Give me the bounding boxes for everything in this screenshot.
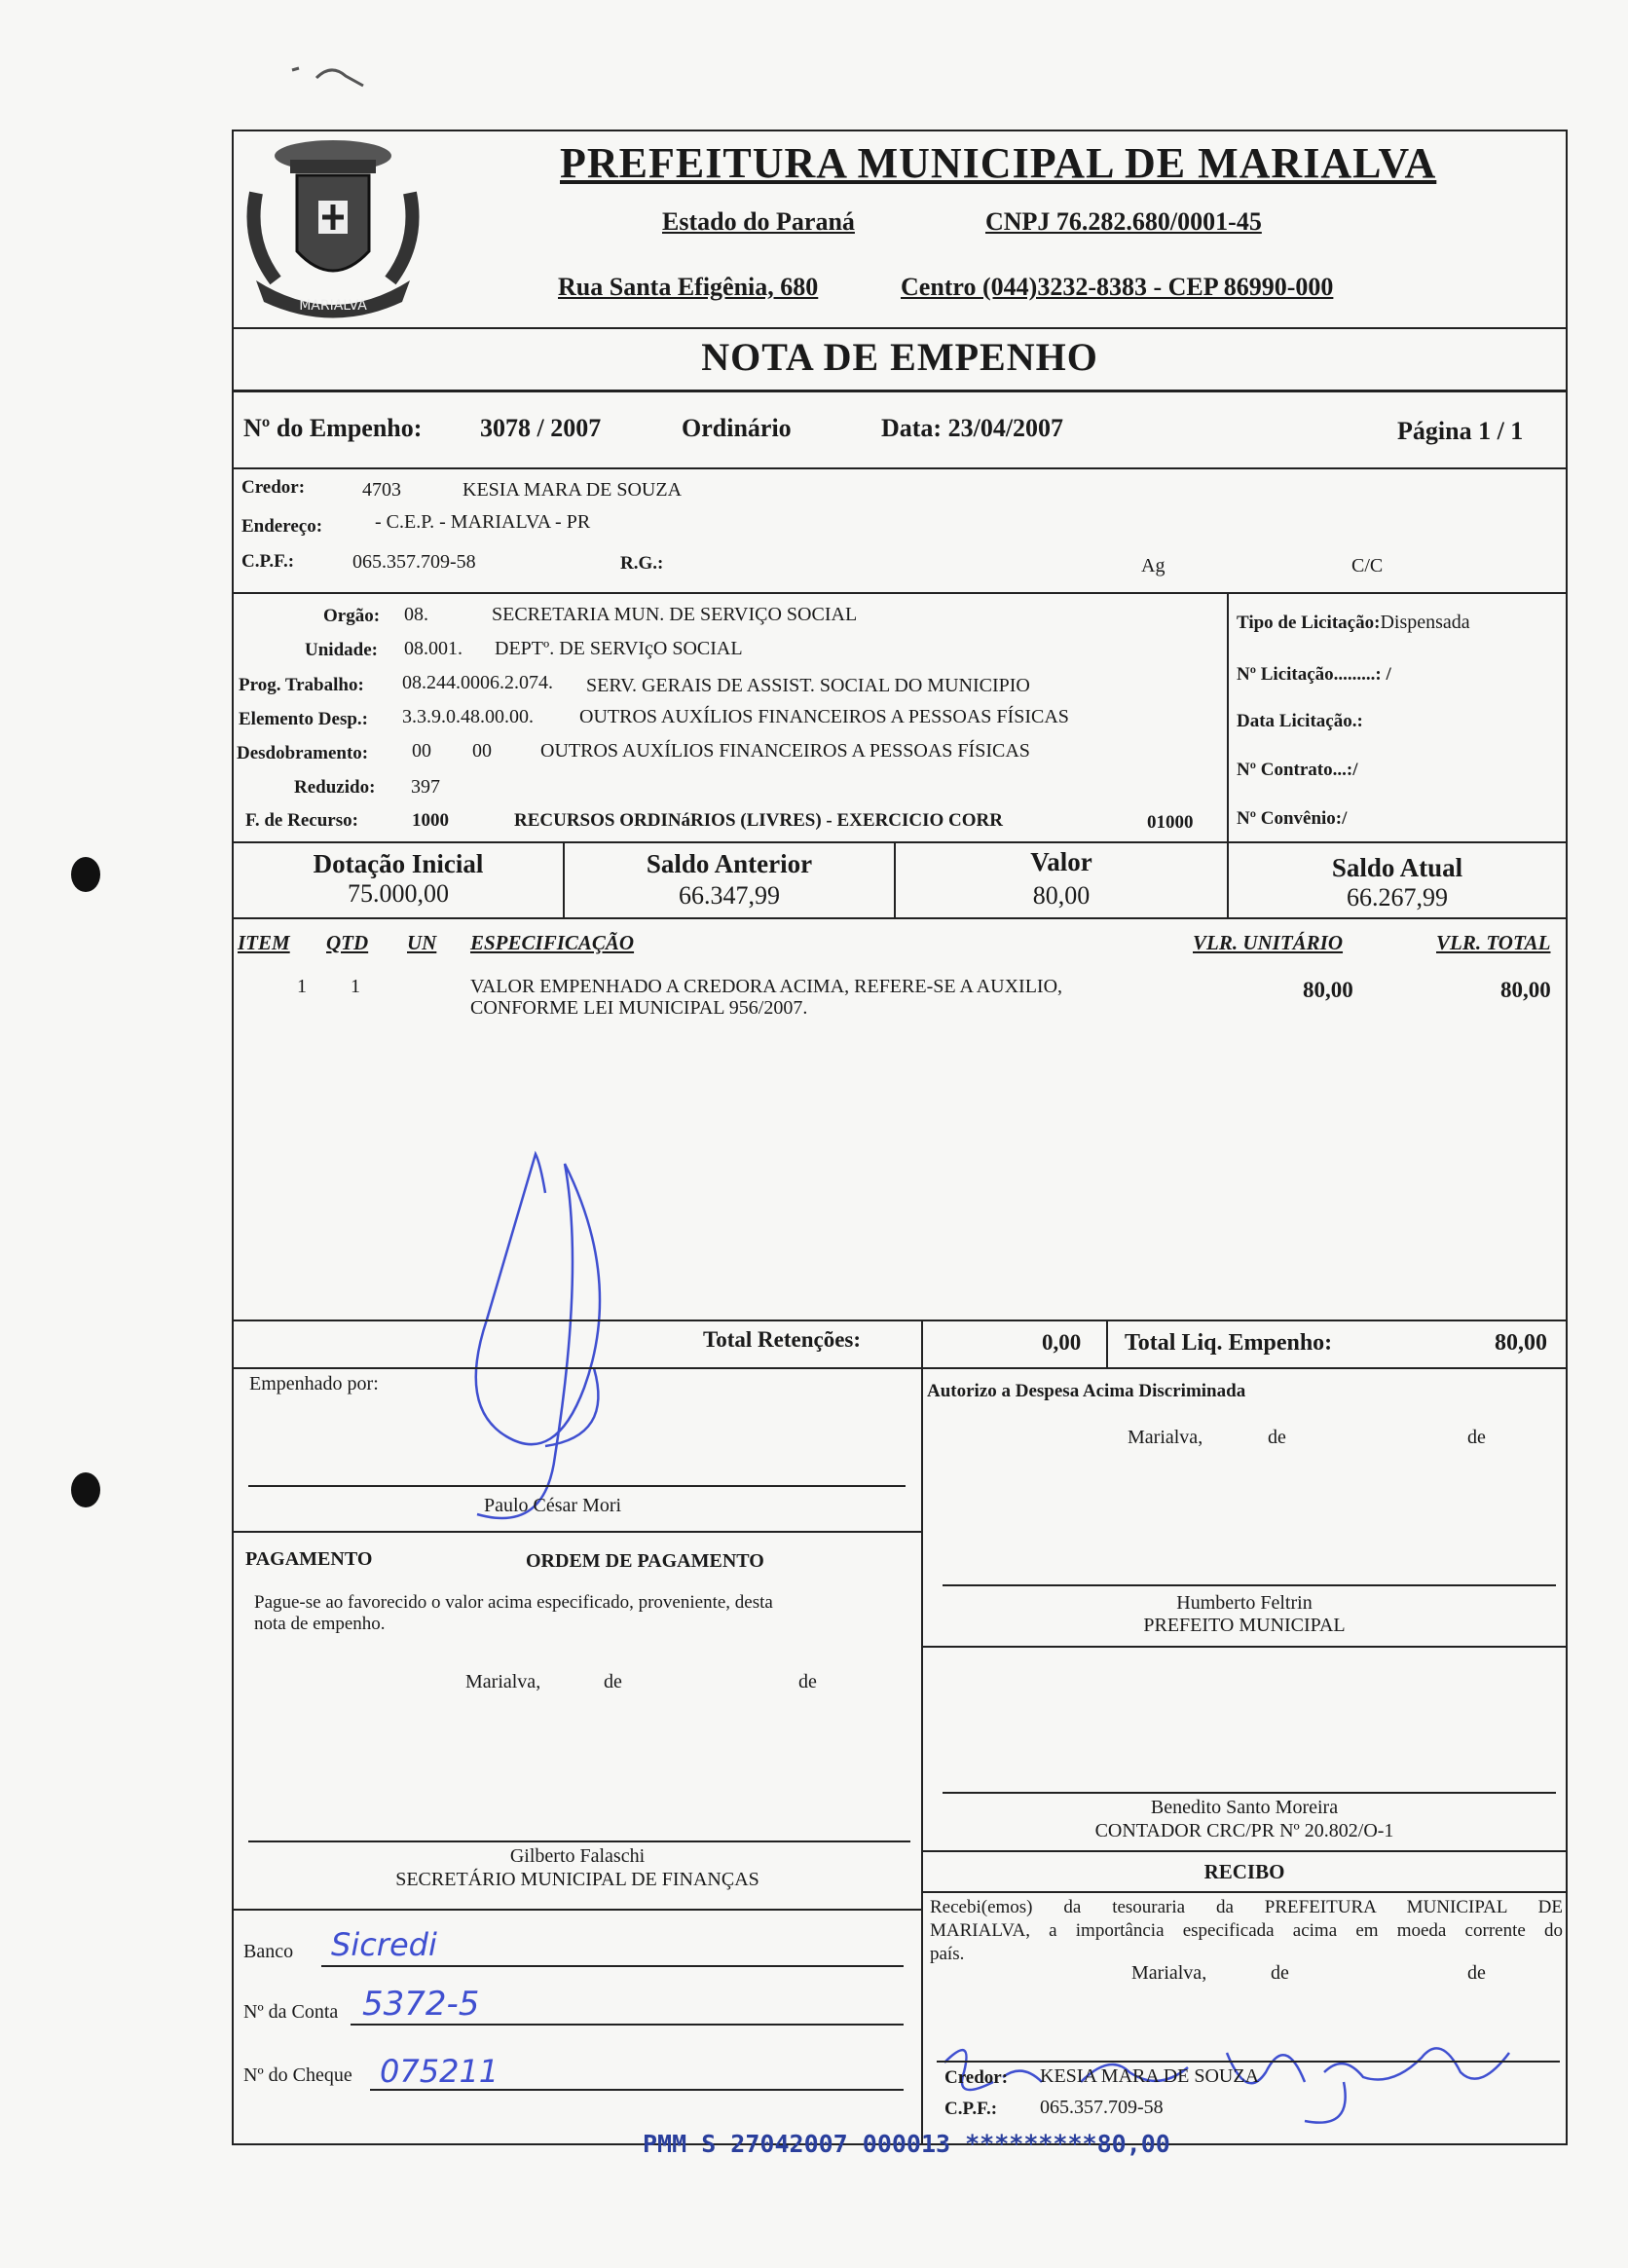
header-address: Rua Santa Efigênia, 680 <box>558 273 819 301</box>
ag-label: Ag <box>1141 555 1166 576</box>
orgao-value: SECRETARIA MUN. DE SERVIÇO SOCIAL <box>492 604 858 625</box>
col-vlr-unitario: VLR. UNITÁRIO <box>1193 931 1344 954</box>
item-desc-line1: VALOR EMPENHADO A CREDORA ACIMA, REFERE-SE A AUXILIO, <box>470 976 1063 997</box>
saldo-anterior-value: 66.347,99 <box>679 881 780 910</box>
banco-label: Banco <box>243 1941 294 1962</box>
credor-code: 4703 <box>362 479 401 501</box>
cashier-stamp: PMM S 27042007 000013 *********80,00 <box>643 2130 1170 2158</box>
saldo-atual-value: 66.267,99 <box>1347 883 1448 911</box>
endereco-value: - C.E.P. - MARIALVA - PR <box>375 511 591 533</box>
dotacao-inicial-value: 75.000,00 <box>348 879 449 908</box>
conta-label: Nº da Conta <box>243 2001 339 2023</box>
pagamento-place: Marialva, <box>465 1671 541 1692</box>
empenho-page: Página 1 / 1 <box>1397 417 1524 445</box>
recibo-credor-label: Credor: <box>944 2067 1009 2088</box>
col-vlr-total: VLR. TOTAL <box>1436 931 1551 954</box>
empenhado-por-label: Empenhado por: <box>249 1373 379 1394</box>
item-desc-line2: CONFORME LEI MUNICIPAL 956/2007. <box>470 997 808 1019</box>
conta-value: 5372-5 <box>362 1985 480 2024</box>
recibo-label: RECIBO <box>1203 1860 1285 1883</box>
desdobramento-code1: 00 <box>412 740 431 762</box>
recibo-cpf-label: C.P.F.: <box>944 2099 998 2119</box>
recibo-de1: de <box>1271 1962 1289 1984</box>
empenho-date: Data: 23/04/2007 <box>881 414 1064 442</box>
col-un: UN <box>407 931 437 954</box>
reduzido-value: 397 <box>411 776 440 798</box>
unidade-value: DEPTº. DE SERVIçO SOCIAL <box>495 638 743 659</box>
licitacao-numero: Nº Licitação.........: / <box>1237 664 1391 685</box>
item-qtd: 1 <box>351 976 360 997</box>
prog-value: SERV. GERAIS DE ASSIST. SOCIAL DO MUNICIPIO <box>586 675 1030 696</box>
ordem-pagamento-label: ORDEM DE PAGAMENTO <box>526 1550 764 1572</box>
total-retencoes-label: Total Retenções: <box>703 1327 862 1352</box>
recibo-credor-value: KESIA MARA DE SOUZA <box>1040 2065 1260 2087</box>
orgao-label: Orgão: <box>323 606 381 626</box>
total-liq-label: Total Liq. Empenho: <box>1125 1330 1333 1356</box>
recibo-text-line3: país. <box>930 1944 965 1964</box>
empenho-number-label: Nº do Empenho: <box>243 414 423 442</box>
cpf-value: 065.357.709-58 <box>352 551 476 573</box>
empenhado-signer: Paulo César Mori <box>484 1495 622 1516</box>
prog-label: Prog. Trabalho: <box>239 675 364 695</box>
col-especificacao: ESPECIFICAÇÃO <box>470 931 635 954</box>
header-district-phone: Centro (044)3232-8383 - CEP 86990-000 <box>901 273 1334 301</box>
secretario-role: SECRETÁRIO MUNICIPAL DE FINANÇAS <box>395 1869 759 1890</box>
recibo-de2: de <box>1467 1962 1486 1984</box>
recibo-place: Marialva, <box>1131 1962 1207 1984</box>
elemento-value: OUTROS AUXÍLIOS FINANCEIROS A PESSOAS FÍSICAS <box>579 706 1069 727</box>
reduzido-label: Reduzido: <box>294 777 376 798</box>
valor-label: Valor <box>1030 847 1092 876</box>
contador-name: Benedito Santo Moreira <box>1150 1797 1339 1818</box>
secretario-name: Gilberto Falaschi <box>509 1845 646 1867</box>
empenho-type: Ordinário <box>682 414 792 442</box>
recurso-code2: 01000 <box>1147 812 1194 833</box>
pagamento-label: PAGAMENTO <box>245 1548 373 1570</box>
recibo-cpf-value: 065.357.709-58 <box>1040 2097 1164 2118</box>
scan-mark-top <box>287 58 375 88</box>
prog-code: 08.244.0006.2.074. <box>402 672 553 693</box>
empenho-number: 3078 / 2007 <box>480 414 602 442</box>
cheque-value: 075211 <box>380 2053 500 2090</box>
desdobramento-label: Desdobramento: <box>237 743 369 763</box>
doc-title: NOTA DE EMPENHO <box>701 335 1098 379</box>
unidade-code: 08.001. <box>404 638 462 659</box>
licitacao-tipo: Dispensada <box>1380 612 1470 633</box>
cc-label: C/C <box>1351 555 1384 576</box>
dotacao-inicial-label: Dotação Inicial <box>313 849 484 878</box>
header-state: Estado do Paraná <box>662 207 855 236</box>
prefeito-role: PREFEITO MUNICIPAL <box>1143 1615 1346 1636</box>
autorizo-place: Marialva, <box>1128 1427 1203 1448</box>
recurso-code: 1000 <box>412 810 449 831</box>
municipal-coat-of-arms <box>237 134 429 329</box>
recurso-value: RECURSOS ORDINáRIOS (LIVRES) - EXERCICIO CORR <box>514 810 1003 831</box>
licitacao-tipo-label: Tipo de Licitação:Dispensada <box>1237 612 1470 633</box>
contador-role: CONTADOR CRC/PR Nº 20.802/O-1 <box>1094 1820 1394 1841</box>
desdobramento-value: OUTROS AUXÍLIOS FINANCEIROS A PESSOAS FÍSICAS <box>540 740 1030 762</box>
punch-hole-top <box>71 857 100 892</box>
pagamento-de2: de <box>798 1671 817 1692</box>
header-cnpj: CNPJ 76.282.680/0001-45 <box>985 207 1262 236</box>
saldo-anterior-label: Saldo Anterior <box>646 849 813 878</box>
saldo-atual-label: Saldo Atual <box>1331 853 1463 882</box>
total-liq-value: 80,00 <box>1495 1330 1547 1356</box>
item-total-value: 80,00 <box>1500 978 1551 1002</box>
pagamento-de1: de <box>604 1671 622 1692</box>
header-title: PREFEITURA MUNICIPAL DE MARIALVA <box>560 139 1437 187</box>
total-retencoes-value: 0,00 <box>1042 1330 1082 1355</box>
elemento-label: Elemento Desp.: <box>239 709 368 729</box>
pagamento-text-line2: nota de empenho. <box>254 1614 386 1634</box>
cpf-label: C.P.F.: <box>241 551 295 572</box>
endereco-label: Endereço: <box>241 516 323 537</box>
col-item: ITEM <box>238 931 290 954</box>
orgao-code: 08. <box>404 604 428 625</box>
desdobramento-code2: 00 <box>472 740 492 762</box>
licitacao-contrato: Nº Contrato...:/ <box>1237 760 1358 780</box>
autorizo-de1: de <box>1268 1427 1286 1448</box>
credor-name: KESIA MARA DE SOUZA <box>462 479 683 501</box>
recibo-text-line1: Recebi(emos) da tesouraria da PREFEITURA MUNICIPAL DE <box>930 1897 1563 1917</box>
pagamento-text-line1: Pague-se ao favorecido o valor acima especificado, proveniente, desta <box>254 1592 773 1613</box>
svg-text:MARIALVA: MARIALVA <box>299 298 367 314</box>
recibo-text-line2: MARIALVA, a importância especificada acima em moeda corrente do <box>930 1920 1563 1941</box>
unidade-label: Unidade: <box>305 640 378 660</box>
punch-hole-bottom <box>71 1472 100 1507</box>
autorizo-label: Autorizo a Despesa Acima Discriminada <box>927 1381 1246 1401</box>
col-qtd: QTD <box>326 931 369 954</box>
signature-paulo <box>448 1144 662 1553</box>
rg-label: R.G.: <box>620 553 664 574</box>
item-unit-value: 80,00 <box>1303 978 1353 1002</box>
valor-value: 80,00 <box>1032 881 1091 910</box>
elemento-code: 3.3.9.0.48.00.00. <box>402 706 534 727</box>
banco-value: Sicredi <box>331 1926 437 1963</box>
licitacao-data: Data Licitação.: <box>1237 711 1363 731</box>
autorizo-de2: de <box>1467 1427 1486 1448</box>
recurso-label: F. de Recurso: <box>245 810 358 831</box>
cheque-label: Nº do Cheque <box>243 2064 352 2086</box>
credor-label: Credor: <box>241 477 306 498</box>
prefeito-name: Humberto Feltrin <box>1176 1592 1313 1614</box>
item-number: 1 <box>297 976 307 997</box>
licitacao-convenio: Nº Convênio:/ <box>1237 808 1348 829</box>
